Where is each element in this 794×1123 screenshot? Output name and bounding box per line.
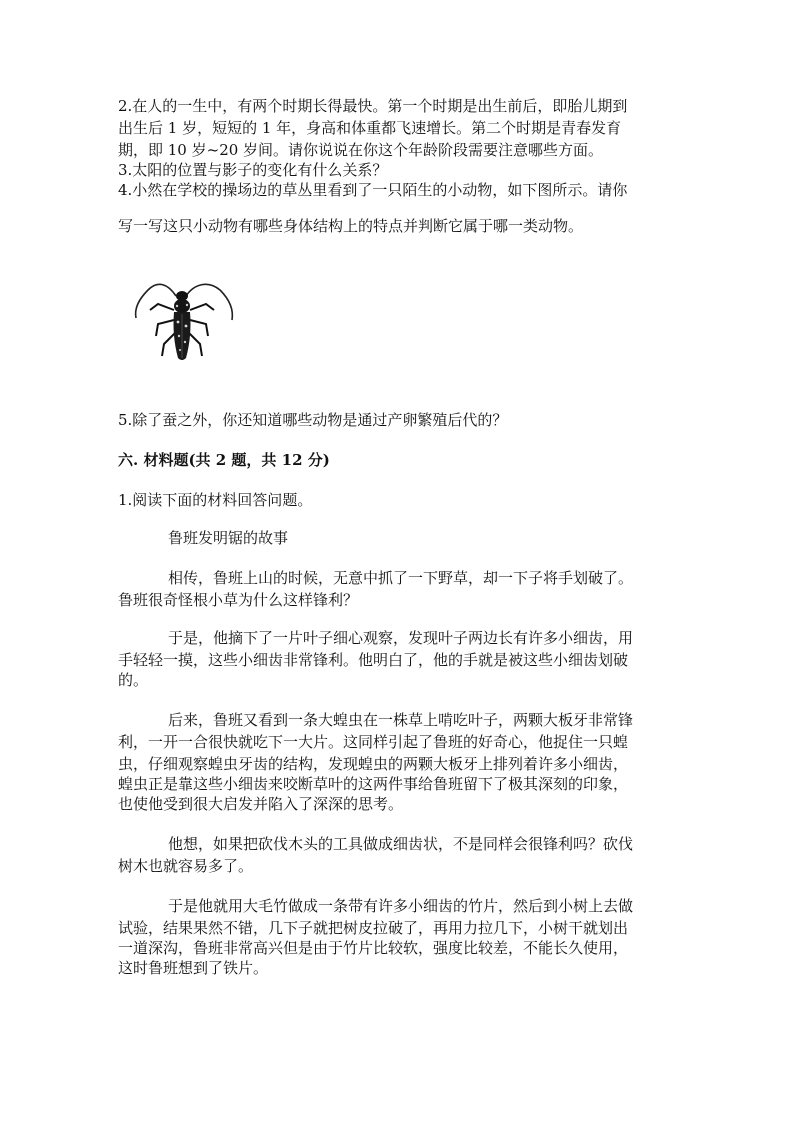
question-5: 5.除了蚕之外，你还知道哪些动物是通过产卵繁殖后代的？ [118, 411, 508, 429]
question-3: 3.太阳的位置与影子的变化有什么关系？ [118, 161, 388, 179]
story-p5-line-4: 这时鲁班想到了铁片。 [118, 959, 269, 977]
story-p3-line-2: 利，一开一合很快就吃下一大片。这同样引起了鲁班的好奇心，他捉住一只蝗 [118, 733, 629, 751]
section-6-heading: 六. 材料题(共 2 题，共 12 分) [118, 451, 330, 469]
question-2-line-1: 2.在人的一生中，有两个时期长得最快。第一个时期是出生前后，即胎儿期到 [118, 97, 628, 115]
story-p3-line-4: 蝗虫正是靠这些小细齿来咬断草叶的这两件事给鲁班留下了极其深刻的印象， [118, 775, 629, 793]
story-p2-line-3: 的。 [118, 671, 149, 689]
story-p1-line-2: 鲁班很奇怪根小草为什么这样锋利？ [118, 591, 359, 609]
beetle-icon [128, 274, 240, 364]
story-p1-line-1: 相传，鲁班上山的时候，无意中抓了一下野草，却一下子将手划破了。 [168, 569, 634, 587]
story-p4-line-1: 他想，如果把砍伐木头的工具做成细齿状，不是同样会很锋利吗？砍伐 [168, 835, 634, 853]
question-2-line-2: 出生后 1 岁，短短的 1 年，身高和体重都飞速增长。第二个时期是青春发育 [118, 119, 622, 137]
story-p5-line-2: 试验，结果果然不错，几下子就把树皮拉破了，再用力拉几下，小树干就划出 [118, 919, 629, 937]
story-p4-line-2: 树木也就容易多了。 [118, 857, 254, 875]
section-6-question-1: 1.阅读下面的材料回答问题。 [118, 491, 313, 509]
story-title: 鲁班发明锯的故事 [168, 529, 289, 547]
question-4-line-2: 写一写这只小动物有哪些身体结构上的特点并判断它属于哪一类动物。 [118, 217, 584, 235]
story-p3-line-5: 也使他受到很大启发并陷入了深深的思考。 [118, 795, 404, 813]
story-p5-line-3: 一道深沟，鲁班非常高兴但是由于竹片比较软，强度比较差，不能长久使用， [118, 939, 629, 957]
story-p2-line-2: 手轻轻一摸，这些小细齿非常锋利。他明白了，他的手就是被这些小细齿划破 [118, 651, 629, 669]
story-p3-line-3: 虫，仔细观察蝗虫牙齿的结构，发现蝗虫的两颗大板牙上排列着许多小细齿， [118, 755, 629, 773]
story-p2-line-1: 于是，他摘下了一片叶子细心观察，发现叶子两边长有许多小细齿，用 [168, 629, 634, 647]
story-p5-line-1: 于是他就用大毛竹做成一条带有许多小细齿的竹片，然后到小树上去做 [168, 897, 634, 915]
question-4-line-1: 4.小然在学校的操场边的草丛里看到了一只陌生的小动物，如下图所示。请你 [118, 181, 628, 199]
question-2-line-3: 期，即 10 岁~20 岁间。请你说说在你这个年龄阶段需要注意哪些方面。 [118, 141, 604, 159]
story-p3-line-1: 后来，鲁班又看到一条大蝗虫在一株草上啃吃叶子，两颗大板牙非常锋 [168, 711, 634, 729]
